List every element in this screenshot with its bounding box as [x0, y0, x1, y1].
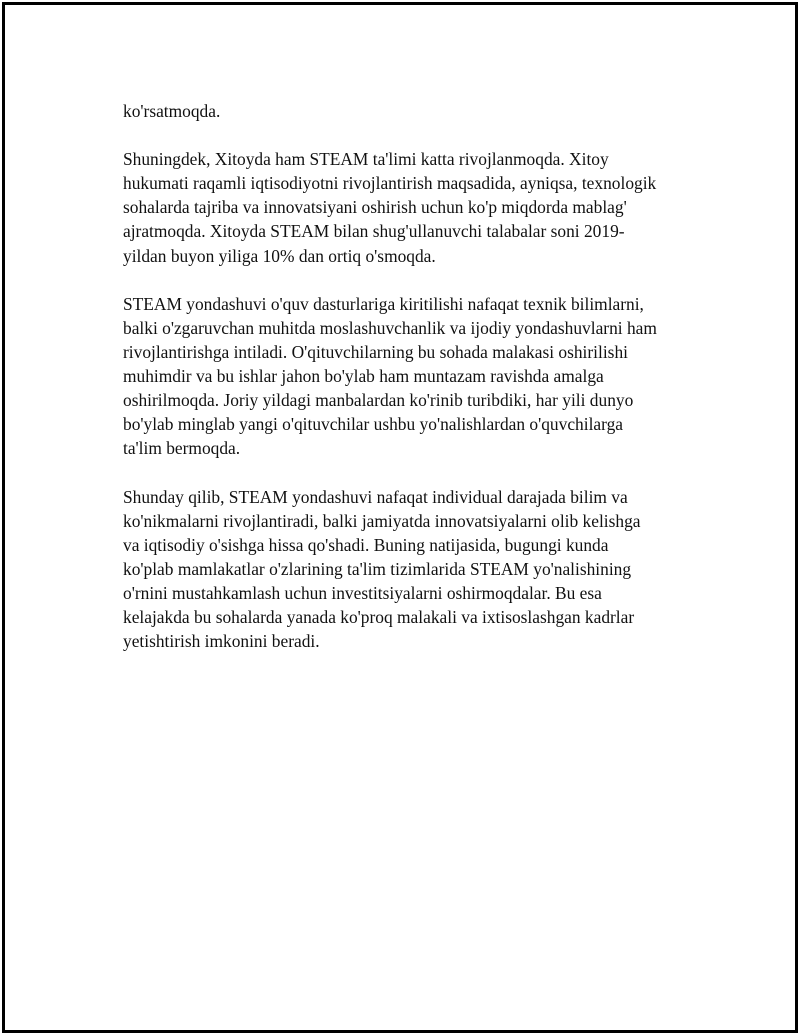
document-body [123, 99, 693, 677]
page-frame [2, 2, 798, 1033]
text-line: ajratmoqda. Xitoyda STEAM bilan shug'ullanuvchi talabalar soni 2019- [123, 221, 625, 242]
text-line: ko'rsatmoqda. [123, 101, 221, 121]
text-line: ko'nikmalarni rivojlantiradi, balki jamiyatda innovatsiyalarni olib kelishga [123, 510, 641, 531]
text-line: ta'lim bermoqda. [123, 438, 241, 459]
text-line: o'rnini mustahkamlash uchun investitsiyalarni oshirmoqdalar. Bu esa [123, 582, 602, 603]
text-line: hukumati raqamli iqtisodiyotni rivojlantirish maqsadida, ayniqsa, texnologik [123, 173, 657, 194]
text-line: yetishtirish imkonini beradi. [123, 631, 320, 652]
text-line: rivojlantirishga intiladi. O'qituvchilarning bu sohada malakasi oshirilishi [123, 341, 628, 362]
text-line: STEAM yondashuvi o'quv dasturlariga kiritilishi nafaqat texnik bilimlarni, [123, 293, 644, 314]
text-line: Shuningdek, Xitoyda ham STEAM ta'limi katta rivojlanmoqda. Xitoy [123, 149, 609, 170]
text-line: Shunday qilib, STEAM yondashuvi nafaqat individual darajada bilim va [123, 486, 628, 507]
text-line: bo'ylab minglab yangi o'qituvchilar ushbu yo'nalishlardan o'quvchilarga [123, 414, 624, 435]
text-line: kelajakda bu sohalarda yanada ko'proq malakali va ixtisoslashgan kadrlar [123, 606, 635, 627]
paragraph [123, 99, 693, 123]
paragraph [123, 147, 693, 267]
paragraph [123, 292, 693, 461]
text-line: va iqtisodiy o'sishga hissa qo'shadi. Buning natijasida, bugungi kunda [123, 534, 609, 555]
text-line: oshirilmoqda. Joriy yildagi manbalardan ko'rinib turibdiki, har yili dunyo [123, 390, 634, 411]
text-line: sohalarda tajriba va innovatsiyani oshirish uchun ko'p miqdorda mablag' [123, 197, 627, 218]
paragraph [123, 485, 693, 654]
text-line: yildan buyon yiliga 10% dan ortiq o'smoqda. [123, 245, 436, 266]
text-line: balki o'zgaruvchan muhitda moslashuvchanlik va ijodiy yondashuvlarni ham [123, 317, 657, 338]
text-line: ko'plab mamlakatlar o'zlarining ta'lim tizimlarida STEAM yo'nalishining [123, 558, 632, 579]
text-line: muhimdir va bu ishlar jahon bo'ylab ham muntazam ravishda amalga [123, 366, 604, 387]
